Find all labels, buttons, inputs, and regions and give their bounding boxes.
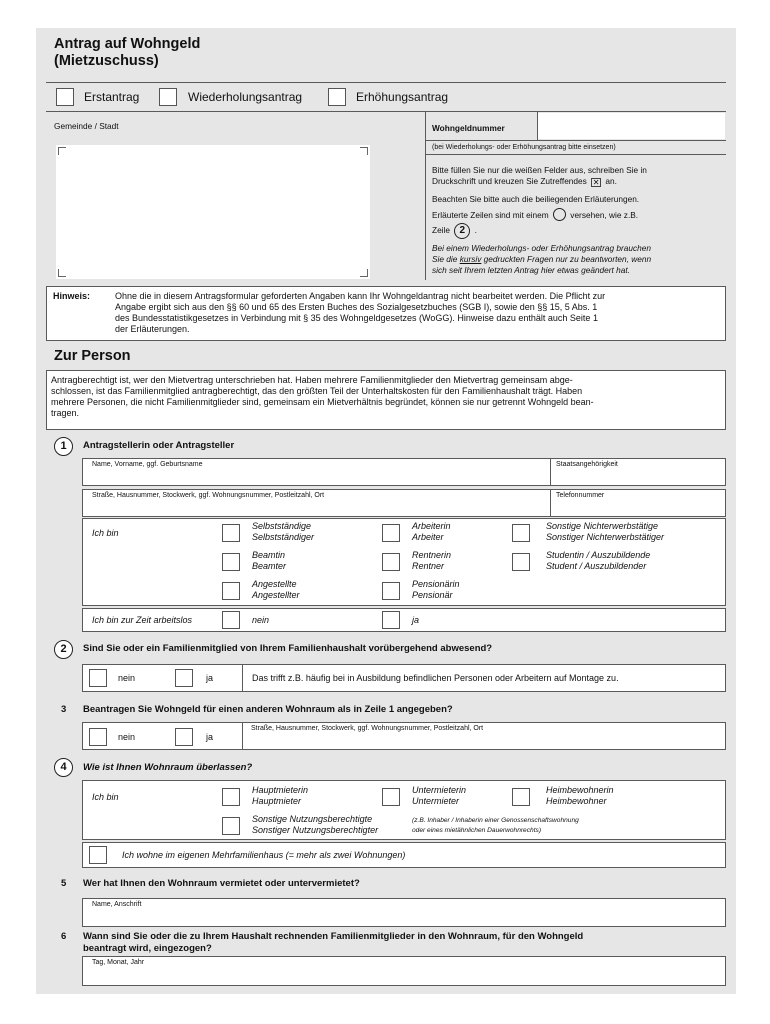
option-label: Heimbewohnerin xyxy=(546,785,614,795)
hauptmieter-checkbox[interactable] xyxy=(222,788,240,806)
instructions-text: Zeile xyxy=(432,225,450,235)
option-label: Rentner xyxy=(412,561,445,571)
q2-ja-label: ja xyxy=(206,673,214,683)
option-label: Selbstständige xyxy=(252,521,312,531)
angestellter-checkbox[interactable] xyxy=(222,582,240,600)
selbststaendig-checkbox[interactable] xyxy=(222,524,240,542)
option-label: Heimbewohner xyxy=(546,796,607,806)
opt-pensionaer xyxy=(412,579,460,601)
wohngeldnummer-label: Wohngeldnummer xyxy=(432,123,505,133)
instructions-text: sich seit Ihrem letzten Antrag hier etwas geändert hat. xyxy=(432,265,630,275)
opt-hauptmieter xyxy=(252,785,308,807)
intro-text xyxy=(51,375,723,419)
arbeiter-checkbox[interactable] xyxy=(382,524,400,542)
telefon-input[interactable] xyxy=(554,502,722,515)
form-title-line1: Antrag auf Wohngeld xyxy=(54,36,201,52)
divider xyxy=(46,82,726,83)
q4-title: Wie ist Ihnen Wohnraum überlassen? xyxy=(83,762,253,773)
erhoehungsantrag-checkbox[interactable] xyxy=(328,88,346,106)
opt-nichterwerbstaetig xyxy=(546,521,664,543)
strasse-input[interactable] xyxy=(86,502,546,515)
opt-untermieter xyxy=(412,785,466,807)
opt-arbeiter xyxy=(412,521,451,543)
opt-student xyxy=(546,550,650,572)
q3-nein-label: nein xyxy=(118,732,136,742)
name-input[interactable] xyxy=(86,471,546,484)
instructions-text: kursiv xyxy=(459,254,482,264)
zeile-4-circle-icon: 4 xyxy=(54,758,73,777)
divider xyxy=(242,664,243,692)
instructions-text: Beachten Sie bitte auch die beiliegenden Erläuterungen. xyxy=(432,194,640,204)
option-note: oder eines mietähnlichen Dauerwohnrechts) xyxy=(412,827,542,834)
instructions xyxy=(432,165,724,276)
q3-ja-checkbox[interactable] xyxy=(175,728,193,746)
opt-beamter xyxy=(252,550,286,572)
q6-title-line: beantragt wird, eingezogen? xyxy=(83,943,212,954)
hinweis-line: der Erläuterungen. xyxy=(115,324,190,334)
opt-rentner xyxy=(412,550,451,572)
hinweis-text xyxy=(115,291,721,335)
instructions-text: Erläuterte Zeilen sind mit einem xyxy=(432,210,549,220)
option-label: Pensionärin xyxy=(412,579,460,589)
opt-selbststaendig xyxy=(252,521,314,543)
option-label: Arbeiterin xyxy=(412,521,451,531)
q6-field-label: Tag, Monat, Jahr xyxy=(92,959,145,966)
erstantrag-checkbox[interactable] xyxy=(56,88,74,106)
option-note: (z.B. Inhaber / Inhaberin einer Genossenschaftswohnung xyxy=(412,817,579,824)
q2-ja-checkbox[interactable] xyxy=(175,669,193,687)
divider xyxy=(242,722,243,750)
option-label: Rentnerin xyxy=(412,550,452,560)
q5-title: Wer hat Ihnen den Wohnraum vermietet oder untervermietet? xyxy=(83,878,360,889)
q2-title: Sind Sie oder ein Familienmitglied von Ihrem Familienhaushalt vorübergehend abwesend? xyxy=(83,643,493,654)
form-sheet xyxy=(36,28,736,994)
corner-mark xyxy=(360,269,368,277)
q3-strasse-input[interactable] xyxy=(246,735,722,748)
arbeitslos-nein-checkbox[interactable] xyxy=(222,611,240,629)
arbeitslos-ja-checkbox[interactable] xyxy=(382,611,400,629)
zeile-2-circle-icon: 2 xyxy=(54,640,73,659)
beamter-checkbox[interactable] xyxy=(222,553,240,571)
zeile-1-circle-icon: 1 xyxy=(54,437,73,456)
hinweis-line: Angabe ergibt sich aus den §§ 60 und 65 des Ersten Buches des Sozialgesetzbuches (SGB I), sowie den §§ 15, 5 Abs. 1 xyxy=(115,302,598,312)
arbeitslos-ja-label: ja xyxy=(412,615,420,625)
untermieter-checkbox[interactable] xyxy=(382,788,400,806)
option-label: Untermieter xyxy=(412,796,460,806)
q6-title-line: Wann sind Sie oder die zu Ihrem Haushalt rechnenden Familienmitglieder in den Wohnraum, für den Wohngeld xyxy=(83,931,584,942)
divider xyxy=(425,112,426,280)
q6-title xyxy=(83,931,723,955)
divider xyxy=(550,458,551,486)
opt-sonstige-note xyxy=(412,816,579,836)
instructions-line xyxy=(432,176,724,187)
instructions-text: an. xyxy=(605,176,617,186)
q2-nein-label: nein xyxy=(118,673,136,683)
telefon-label: Telefonnummer xyxy=(556,492,605,499)
zeile-circle-icon: 2 xyxy=(454,223,470,239)
staatsangehoerigkeit-input[interactable] xyxy=(554,471,722,484)
corner-mark xyxy=(58,269,66,277)
q3-title: Beantragen Sie Wohngeld für einen anderen Wohnraum als in Zeile 1 angegeben? xyxy=(83,704,453,715)
gemeinde-input[interactable] xyxy=(56,145,370,279)
option-label: Angestellte xyxy=(252,579,297,589)
option-label: Sonstige Nichterwerbstätige xyxy=(546,521,659,531)
instructions-text: versehen, wie z.B. xyxy=(570,210,639,220)
instructions-text: Druckschrift und kreuzen Sie Zutreffendes xyxy=(432,176,587,186)
opt-heimbewohner xyxy=(546,785,614,807)
intro-line: mehrere Personen, die nicht Familienmitglieder sind, gemeinsam ein Mietverhältnis begründet, können sie nur getrennt Wohngeld bean- xyxy=(51,397,594,407)
q3-strasse-label: Straße, Hausnummer, Stockwerk, ggf. Wohnungsnummer, Postleitzahl, Ort xyxy=(251,725,484,732)
q2-note: Das trifft z.B. häufig bei in Ausbildung befindlichen Personen oder Arbeitern auf Montage zu. xyxy=(252,673,619,683)
q1-title: Antragstellerin oder Antragsteller xyxy=(83,440,235,451)
zeile-5-number: 5 xyxy=(61,878,67,889)
name-label: Name, Vorname, ggf. Geburtsname xyxy=(92,461,203,468)
hinweis-line: des Bundesstatistikgesetzes in Verbindung mit § 35 des Wohngeldgesetzes (WoGG). Hinweise dazu enthält auch Seite 1 xyxy=(115,313,598,323)
erhoehungsantrag-label: Erhöhungsantrag xyxy=(356,90,449,104)
zeile-6-number: 6 xyxy=(61,931,67,942)
divider xyxy=(425,140,726,141)
instructions-text: Bitte füllen Sie nur die weißen Felder aus, schreiben Sie in xyxy=(432,165,647,175)
q3-nein-checkbox[interactable] xyxy=(89,728,107,746)
vermieter-input[interactable] xyxy=(86,911,722,925)
hinweis-label: Hinweis: xyxy=(53,291,91,301)
option-label: Student / Auszubildender xyxy=(546,561,647,571)
arbeitslos-nein-label: nein xyxy=(252,615,270,625)
form-title-line2: (Mietzuschuss) xyxy=(54,53,159,69)
option-label: Angestellter xyxy=(252,590,300,600)
q2-nein-checkbox[interactable] xyxy=(89,669,107,687)
instructions-line xyxy=(432,254,724,265)
q4-ich-bin-label: Ich bin xyxy=(92,792,119,802)
rentner-checkbox[interactable] xyxy=(382,553,400,571)
crossed-box-icon: ✕ xyxy=(592,178,600,187)
einzugsdatum-input[interactable] xyxy=(86,969,722,984)
sonstige-nutzungsberechtigte-checkbox[interactable] xyxy=(222,817,240,835)
option-label: Hauptmieter xyxy=(252,796,302,806)
section-title: Zur Person xyxy=(54,348,131,364)
circle-marker-icon xyxy=(553,208,566,221)
intro-line: tragen. xyxy=(51,408,80,418)
sonstige-nichterwerbstaetige-checkbox[interactable] xyxy=(512,524,530,542)
divider xyxy=(46,111,726,112)
form-title xyxy=(54,36,200,70)
option-label: Selbstständiger xyxy=(252,532,315,542)
student-checkbox[interactable] xyxy=(512,553,530,571)
instructions-text: Bei einem Wiederholungs- oder Erhöhungsantrag brauchen xyxy=(432,243,652,253)
option-label: Beamter xyxy=(252,561,287,571)
instructions-line xyxy=(432,223,724,239)
gemeinde-label: Gemeinde / Stadt xyxy=(54,121,119,131)
q3-ja-label: ja xyxy=(206,732,214,742)
q5-field-label: Name, Anschrift xyxy=(92,901,142,908)
eigenes-haus-checkbox[interactable] xyxy=(89,846,107,864)
intro-line: schlossen, ist das Familienmitglied antragberechtigt, das den größten Teil der Unterhaltskosten für den Familienhaushalt trägt. Haben xyxy=(51,386,583,396)
corner-mark xyxy=(360,147,368,155)
hinweis-line: Ohne die in diesem Antragsformular geforderten Angaben kann Ihr Wohngeldantrag nicht bearbeitet werden. Die Pflicht zur xyxy=(115,291,606,301)
intro-line: Antragberechtigt ist, wer den Mietvertrag unterschrieben hat. Haben mehrere Familienmitglieder den Mietvertrag gemeinsam abge- xyxy=(51,375,573,385)
corner-mark xyxy=(58,147,66,155)
heimbewohner-checkbox[interactable] xyxy=(512,788,530,806)
option-label: Hauptmieterin xyxy=(252,785,309,795)
option-label: Pensionär xyxy=(412,590,453,600)
pensionaer-checkbox[interactable] xyxy=(382,582,400,600)
option-label: Sonstige Nutzungsberechtigte xyxy=(252,814,373,824)
option-label: Untermieterin xyxy=(412,785,467,795)
opt-angestellter xyxy=(252,579,300,601)
wiederholungsantrag-checkbox[interactable] xyxy=(159,88,177,106)
divider xyxy=(425,154,726,155)
opt-sonstige-nutzung xyxy=(252,814,378,836)
arbeitslos-label: Ich bin zur Zeit arbeitslos xyxy=(92,615,193,625)
wiederholungsantrag-label: Wiederholungsantrag xyxy=(188,90,303,104)
instructions-line xyxy=(432,205,724,221)
staat-label: Staatsangehörigkeit xyxy=(556,461,618,468)
zeile-3-number: 3 xyxy=(61,704,67,715)
divider xyxy=(550,489,551,517)
q4-panel xyxy=(82,780,726,840)
instructions-text: . xyxy=(474,225,477,235)
option-label: Studentin / Auszubildende xyxy=(546,550,651,560)
wohngeldnummer-hint: (bei Wiederholungs- oder Erhöhungsantrag bitte einsetzen) xyxy=(432,144,616,151)
erstantrag-label: Erstantrag xyxy=(84,90,140,104)
option-label: Sonstiger Nutzungsberechtigter xyxy=(252,825,379,835)
ich-bin-label: Ich bin xyxy=(92,528,119,538)
option-label: Arbeiter xyxy=(412,532,444,542)
option-label: Sonstiger Nichterwerbstätiger xyxy=(546,532,665,542)
instructions-text: gedruckten Fragen nur zu beantworten, wenn xyxy=(483,254,652,264)
wohngeldnummer-input[interactable] xyxy=(538,113,725,139)
eigenes-haus-label: Ich wohne im eigenen Mehrfamilienhaus (= mehr als zwei Wohnungen) xyxy=(122,850,406,860)
strasse-label: Straße, Hausnummer, Stockwerk, ggf. Wohnungsnummer, Postleitzahl, Ort xyxy=(92,492,325,499)
option-label: Beamtin xyxy=(252,550,286,560)
instructions-text: Sie die xyxy=(432,254,458,264)
